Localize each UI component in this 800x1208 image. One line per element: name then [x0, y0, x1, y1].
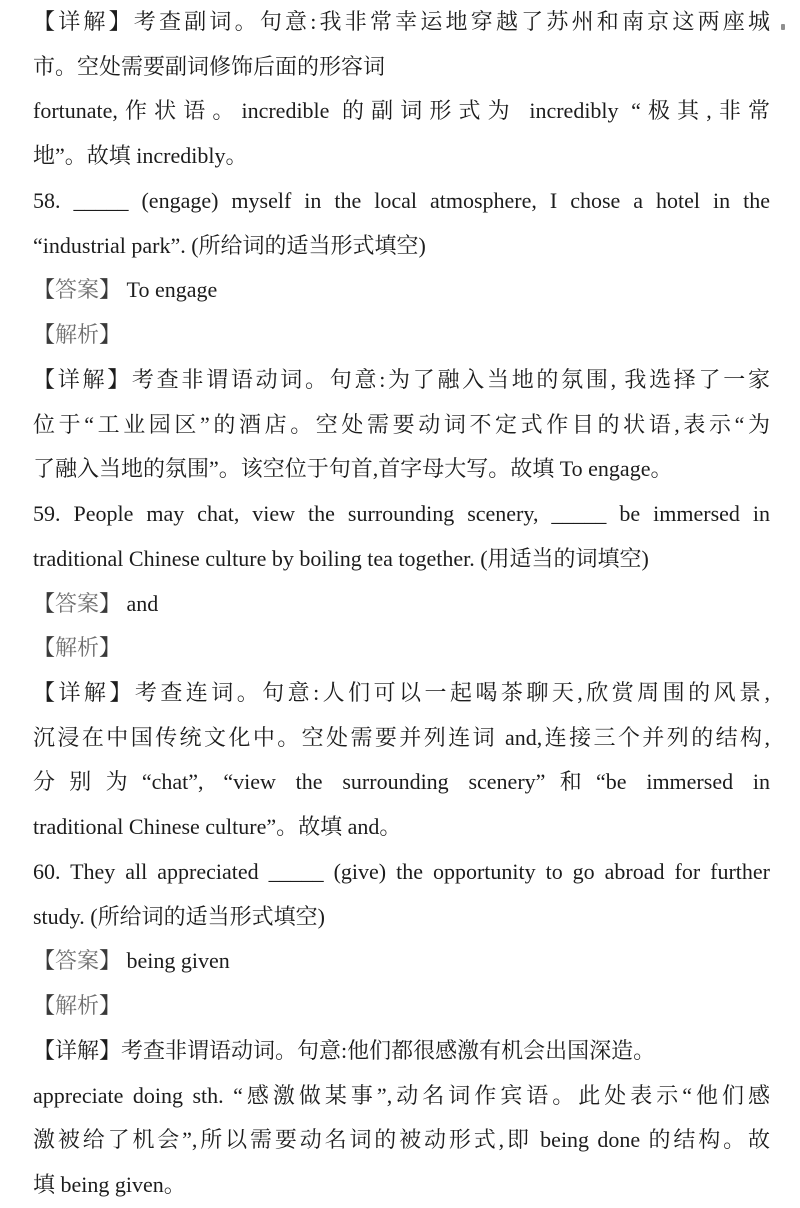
- answer-line: [33, 268, 770, 313]
- marker-label: 答案: [55, 277, 100, 303]
- text-run: To engage: [121, 277, 218, 303]
- marker-bracket: 【: [33, 635, 56, 661]
- explanation-line: [33, 1029, 770, 1074]
- text-run: “industrial park”. (所给词的适当形式填空): [33, 232, 426, 258]
- explanation-line: [33, 671, 770, 716]
- text-run: 激被给了机会”,所以需要动名词的被动形式,即 being done 的结构。故: [33, 1127, 770, 1153]
- analysis-line: [33, 313, 770, 358]
- explanation-line: [33, 716, 770, 761]
- marker-bracket: 【: [33, 277, 56, 303]
- text-run: 60. They all appreciated _____ (give) the opportunity to go abroad for further: [33, 858, 770, 884]
- marker-label: 解析: [55, 635, 100, 661]
- text-run: 【详解】考查副词。句意:我非常幸运地穿越了苏州和南京这两座城: [33, 9, 770, 34]
- question-59-line: [33, 537, 770, 582]
- text-run: 了融入当地的氛围”。该空位于句首,首字母大写。故填 To engage。: [33, 456, 673, 482]
- text-run: fortunate,作状语。incredible 的副词形式为 incredibly “极其,非常: [33, 98, 770, 124]
- text-run: traditional Chinese culture by boiling tea together. (用适当的词填空): [33, 545, 649, 571]
- marker-bracket: 】: [99, 322, 122, 348]
- text-run: 【详解】考查非谓语动词。句意:为了融入当地的氛围, 我选择了一家: [33, 366, 770, 392]
- explanation-line: [33, 0, 770, 45]
- answer-line: [33, 939, 770, 984]
- marker-bracket: 】: [99, 277, 122, 303]
- marker-label: 解析: [55, 322, 100, 348]
- marker-bracket: 】: [99, 993, 122, 1019]
- question-58-line: [33, 179, 770, 224]
- text-run: 沉浸在中国传统文化中。空处需要并列连词 and,连接三个并列的结构,: [33, 724, 770, 750]
- explanation-line: [33, 358, 770, 403]
- text-run: 【详解】考查连词。句意:人们可以一起喝茶聊天,欣赏周围的风景,: [33, 680, 770, 706]
- explanation-line: [33, 403, 770, 448]
- explanation-line: [33, 805, 770, 850]
- question-60-line: [33, 895, 770, 940]
- text-run: study. (所给词的适当形式填空): [33, 903, 325, 929]
- marker-label: 答案: [55, 590, 100, 616]
- marker-bracket: 【: [33, 590, 56, 616]
- marker-label: 答案: [55, 948, 100, 974]
- text-run: appreciate doing sth. “感激做某事”,动名词作宾语。此处表示“他们感: [33, 1082, 770, 1108]
- text-run: 填 being given。: [33, 1172, 186, 1198]
- marker-bracket: 】: [99, 635, 122, 661]
- text-run: 位于“工业园区”的酒店。空处需要动词不定式作目的状语,表示“为: [33, 411, 770, 437]
- text-run: being given: [121, 948, 230, 974]
- analysis-line: [33, 984, 770, 1029]
- explanation-line: [33, 1118, 770, 1163]
- explanation-line: [33, 45, 770, 90]
- page-artifact-dot: [781, 24, 785, 30]
- marker-bracket: 【: [33, 322, 56, 348]
- explanation-line: [33, 89, 770, 134]
- marker-label: 解析: [55, 993, 100, 1019]
- marker-bracket: 【: [33, 948, 56, 974]
- explanation-line: [33, 447, 770, 492]
- question-59-line: [33, 492, 770, 537]
- explanation-line: [33, 760, 770, 805]
- text-run: traditional Chinese culture”。故填 and。: [33, 814, 402, 840]
- text-run: 市。空处需要副词修饰后面的形容词: [33, 53, 386, 79]
- text-run: 【详解】考查非谓语动词。句意:他们都很感激有机会出国深造。: [33, 1037, 656, 1063]
- text-run: and: [121, 590, 159, 616]
- marker-bracket: 【: [33, 993, 56, 1019]
- question-58-line: [33, 224, 770, 269]
- explanation-line: [33, 134, 770, 179]
- answer-line: [33, 582, 770, 627]
- marker-bracket: 】: [99, 590, 122, 616]
- text-run: 58. _____ (engage) myself in the local atmosphere, I chose a hotel in the: [33, 187, 770, 213]
- text-run: 地”。故填 incredibly。: [33, 143, 248, 169]
- explanation-line: [33, 1163, 770, 1208]
- explanation-line: [33, 1074, 770, 1119]
- marker-bracket: 】: [99, 948, 122, 974]
- text-run: 分别为“chat”, “view the surrounding scenery”和“be immersed in: [33, 769, 770, 795]
- text-run: 59. People may chat, view the surrounding scenery, _____ be immersed in: [33, 501, 770, 527]
- question-60-line: [33, 850, 770, 895]
- analysis-line: [33, 626, 770, 671]
